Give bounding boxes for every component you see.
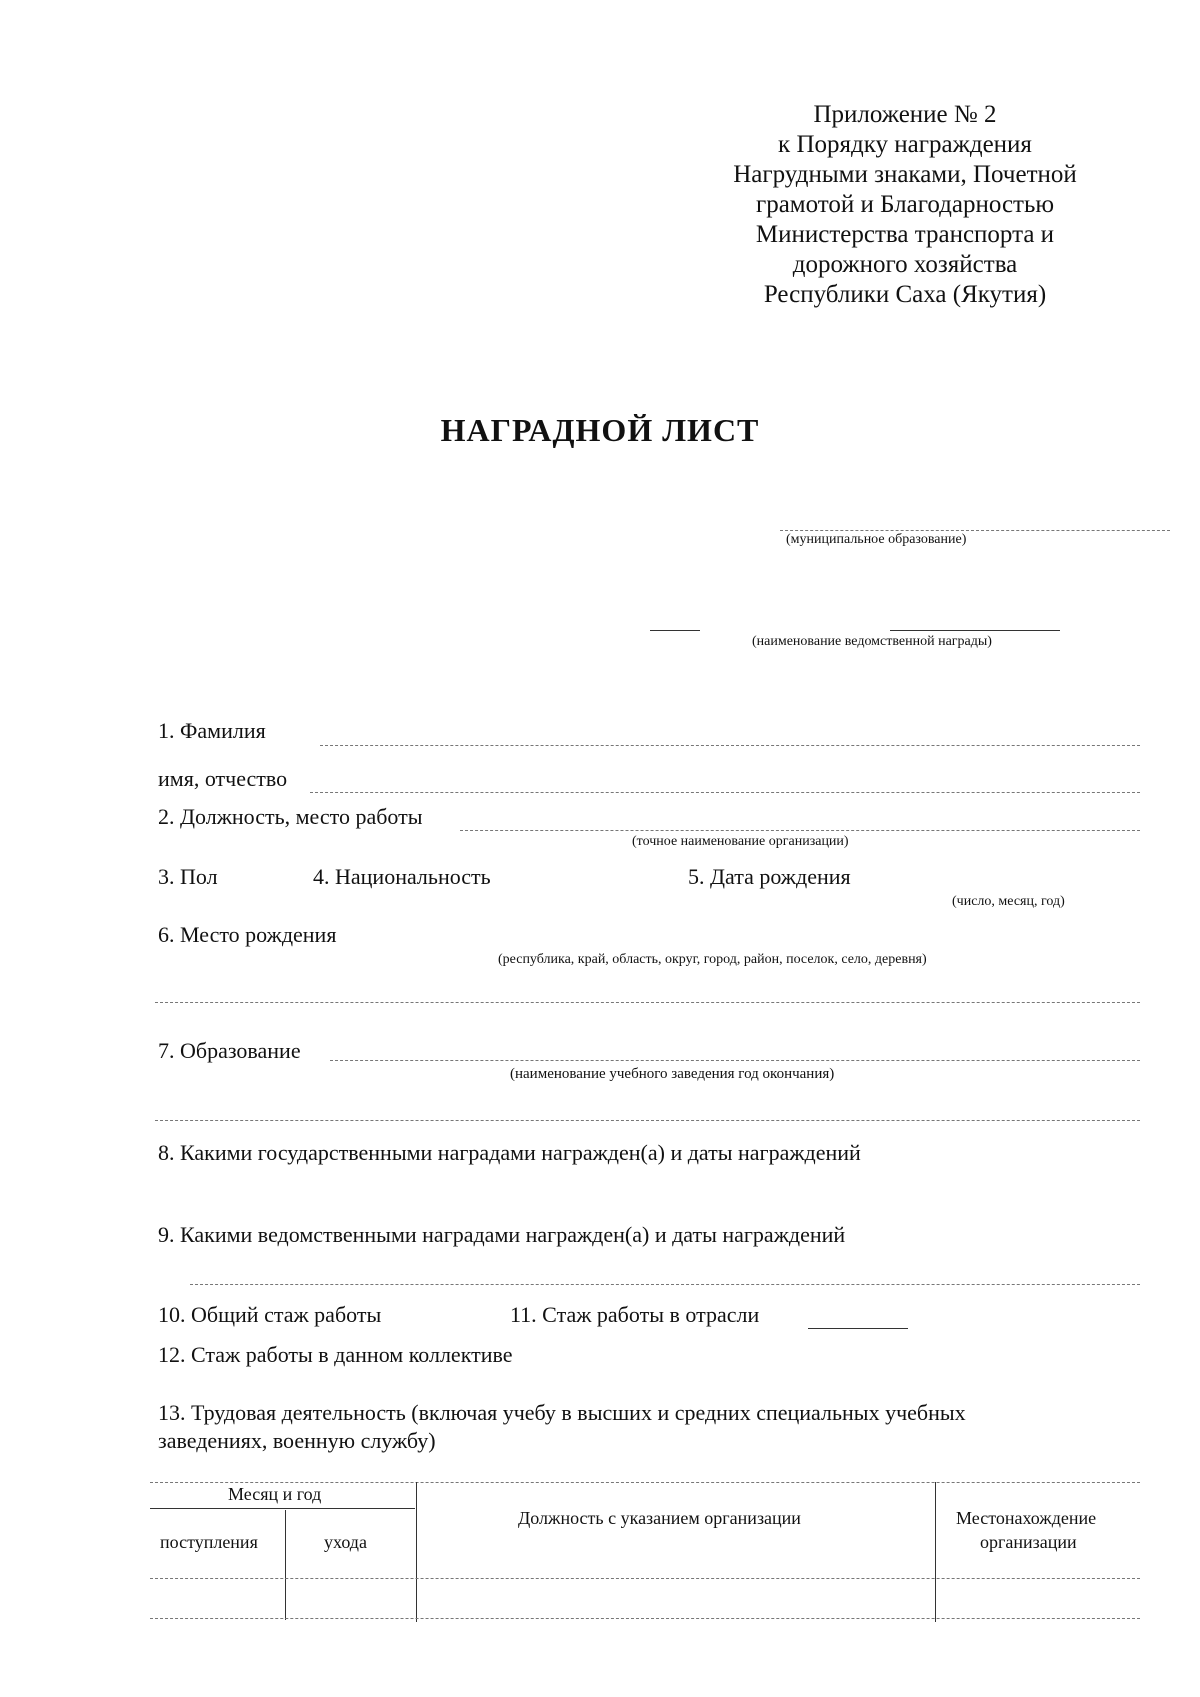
- field-education-label: 7. Образование: [158, 1038, 301, 1063]
- table-top-border: [150, 1482, 1140, 1483]
- appendix-line: Министерства транспорта и: [755, 221, 1055, 248]
- table-col-divider-1: [285, 1510, 286, 1620]
- field-industry-experience-label: 11. Стаж работы в отрасли: [510, 1302, 760, 1327]
- field-total-experience-label: 10. Общий стаж работы: [158, 1302, 382, 1327]
- appendix-header: [690, 100, 1120, 310]
- municipality-hint: (муниципальное образование): [786, 532, 967, 547]
- appendix-line: Нагрудными знаками, Почетной: [733, 161, 1077, 188]
- table-header-start: поступления: [160, 1532, 258, 1552]
- field-surname-label: 1. Фамилия: [158, 718, 266, 743]
- field-work-history-label-1: 13. Трудовая деятельность (включая учебу в высших и средних специальных учебных: [158, 1400, 966, 1425]
- field-birthdate-label: 5. Дата рождения: [688, 864, 851, 889]
- table-col-divider-2: [416, 1482, 417, 1622]
- field-dept-awards-label: 9. Какими ведомственными наградами награжден(а) и даты награждений: [158, 1222, 846, 1247]
- table-header-location-2: организации: [980, 1532, 1077, 1552]
- field-birthplace-line[interactable]: [155, 1002, 1140, 1003]
- field-team-experience-label: 12. Стаж работы в данном коллективе: [158, 1342, 513, 1367]
- field-position-line[interactable]: [460, 830, 1140, 831]
- field-industry-experience-line[interactable]: [808, 1328, 908, 1329]
- table-header-position: Должность с указанием организации: [518, 1508, 801, 1528]
- field-surname-line[interactable]: [320, 745, 1140, 746]
- birthplace-hint: (республика, край, область, округ, город, район, поселок, село, деревня): [498, 952, 927, 967]
- table-header-location-1: Местонахождение: [956, 1508, 1097, 1528]
- field-birthplace-label: 6. Место рождения: [158, 922, 337, 947]
- table-header-month-year: Месяц и год: [228, 1484, 322, 1504]
- field-gender-label: 3. Пол: [158, 864, 218, 889]
- appendix-line: Приложение № 2: [813, 101, 997, 128]
- table-header-end: ухода: [324, 1532, 367, 1552]
- appendix-line: к Порядку награждения: [778, 131, 1032, 158]
- table-subheader-line: [150, 1508, 415, 1509]
- field-name-line[interactable]: [310, 792, 1140, 793]
- field-position-label: 2. Должность, место работы: [158, 804, 423, 829]
- field-work-history-label-2: заведениях, военную службу): [158, 1428, 436, 1453]
- table-col-divider-3: [935, 1482, 936, 1622]
- award-line-right: [890, 630, 1060, 631]
- date-format-hint: (число, месяц, год): [952, 894, 1065, 909]
- award-line-left: [650, 630, 700, 631]
- appendix-line: дорожного хозяйства: [792, 251, 1018, 278]
- field-state-awards-label: 8. Какими государственными наградами награжден(а) и даты награждений: [158, 1140, 861, 1165]
- field-nationality-label: 4. Национальность: [313, 864, 491, 889]
- appendix-line: грамотой и Благодарностью: [755, 191, 1055, 218]
- organization-hint: (точное наименование организации): [632, 834, 849, 849]
- appendix-line: Республики Саха (Якутия): [763, 281, 1047, 308]
- municipality-line: [780, 530, 1170, 531]
- education-hint: (наименование учебного заведения год окончания): [510, 1066, 835, 1082]
- table-row-line-1: [150, 1578, 1140, 1579]
- table-row-line-2: [150, 1618, 1140, 1619]
- document-title: НАГРАДНОЙ ЛИСТ: [440, 412, 760, 448]
- field-dept-awards-line[interactable]: [190, 1284, 1140, 1285]
- award-name-hint: (наименование ведомственной награды): [752, 634, 992, 649]
- field-education-line[interactable]: [330, 1060, 1140, 1061]
- field-name-label: имя, отчество: [158, 766, 288, 791]
- field-education-line-2[interactable]: [155, 1120, 1140, 1121]
